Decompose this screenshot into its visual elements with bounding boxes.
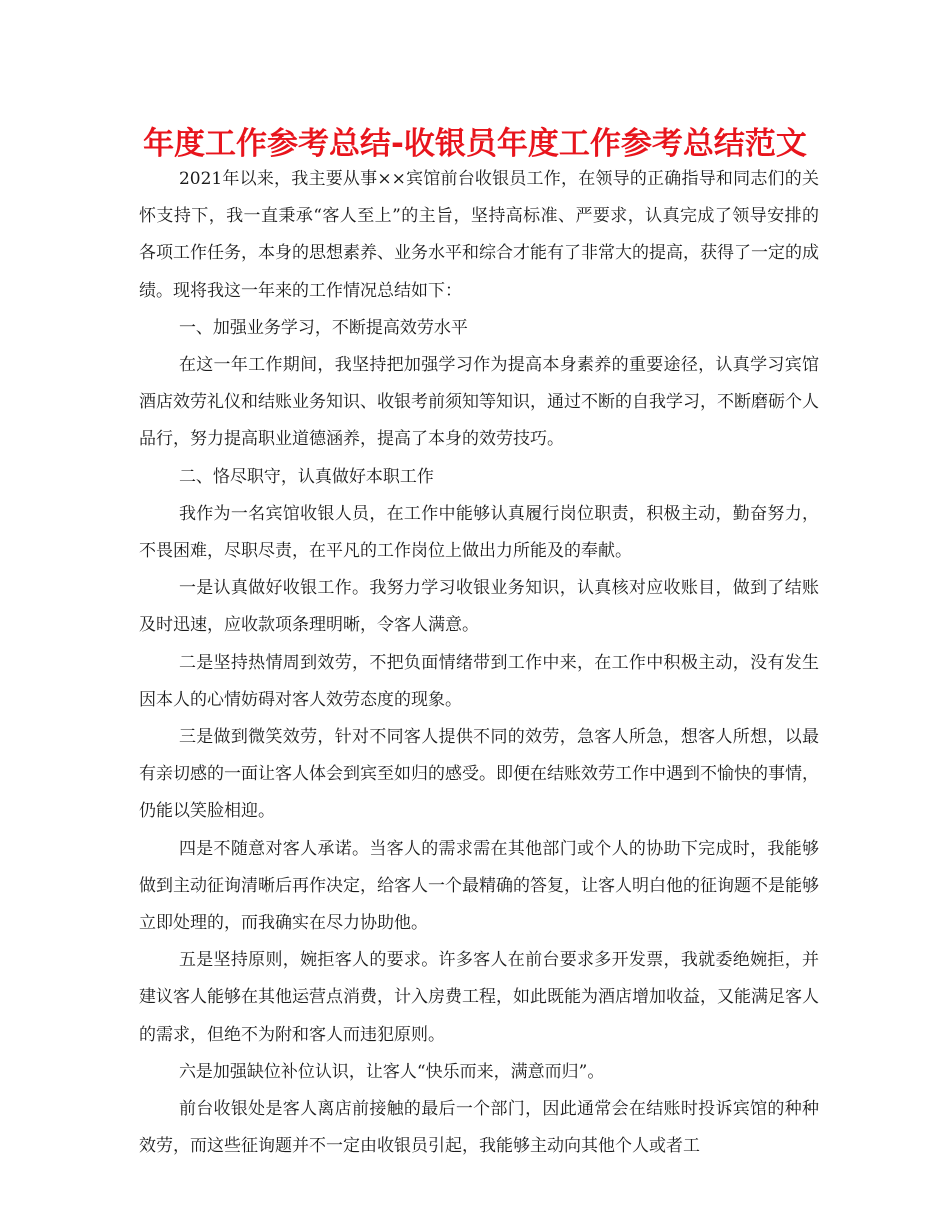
paragraph: 六是加强缺位补位认识，让客人“快乐而来，满意而归”。 xyxy=(178,1061,605,1082)
paragraph: 三是做到微笑效劳，针对不同客人提供不同的效劳，急客人所急，想客人所想，以最有亲切感的一面让客人体会到宾至如归的感受。即便在结账效劳工作中遇到不愉快的事情，仍能以笑脸相迎。 xyxy=(139,727,819,822)
paragraph: 在这一年工作期间，我坚持把加强学习作为提高本身素养的重要途径，认真学习宾馆酒店效劳礼仪和结账业务知识、收银考前须知等知识，通过不断的自我学习，不断磨砺个人品行，努力提高职业道德涵养，提高了本身的效劳技巧。 xyxy=(139,355,819,450)
paragraph: 四是不随意对客人承诺。当客人的需求需在其他部门或个人的协助下完成时，我能够做到主动征询清晰后再作决定，给客人一个最精确的答复，让客人明白他的征询题不是能够立即处理的，而我确实在尽力协助他。 xyxy=(139,838,819,934)
paragraph: 我作为一名宾馆收银人员，在工作中能够认真履行岗位职责，积极主动，勤奋努力，不畏困难，尽职尽责，在平凡的工作岗位上做出力所能及的奉献。 xyxy=(139,503,819,562)
section-heading-1: 一、加强业务学习，不断提高效劳水平 xyxy=(178,317,468,338)
document-body xyxy=(139,161,819,1165)
document-title: 年度工作参考总结-收银员年度工作参考总结范文 xyxy=(143,126,807,162)
paragraph-intro: 2021年以来，我主要从事××宾馆前台收银员工作，在领导的正确指导和同志们的关怀支持下，我一直秉承“客人至上”的主旨，坚持高标准、严要求，认真完成了领导安排的各项工作任务，本身的思想素养、业务水平和综合才能有了非常大的提高，获得了一定的成绩。现将我这一年来的工作情况总结如下： xyxy=(139,169,819,301)
paragraph: 前台收银处是客人离店前接触的最后一个部门，因此通常会在结账时投诉宾馆的种种效劳，而这些征询题并不一定由收银员引起，我能够主动向其他个人或者工 xyxy=(139,1099,819,1157)
paragraph: 二是坚持热情周到效劳，不把负面情绪带到工作中来，在工作中积极主动，没有发生因本人的心情妨碍对客人效劳态度的现象。 xyxy=(139,652,819,710)
section-heading-2: 二、恪尽职守，认真做好本职工作 xyxy=(178,466,434,487)
paragraph: 一是认真做好收银工作。我努力学习收银业务知识，认真核对应收账目，做到了结账及时迅速，应收款项条理明晰，令客人满意。 xyxy=(139,578,819,636)
paragraph: 五是坚持原则，婉拒客人的要求。许多客人在前台要求多开发票，我就委绝婉拒，并建议客人能够在其他运营点消费，计入房费工程，如此既能为酒店增加收益，又能满足客人的需求，但绝不为附和客人而违犯原则。 xyxy=(139,950,819,1045)
